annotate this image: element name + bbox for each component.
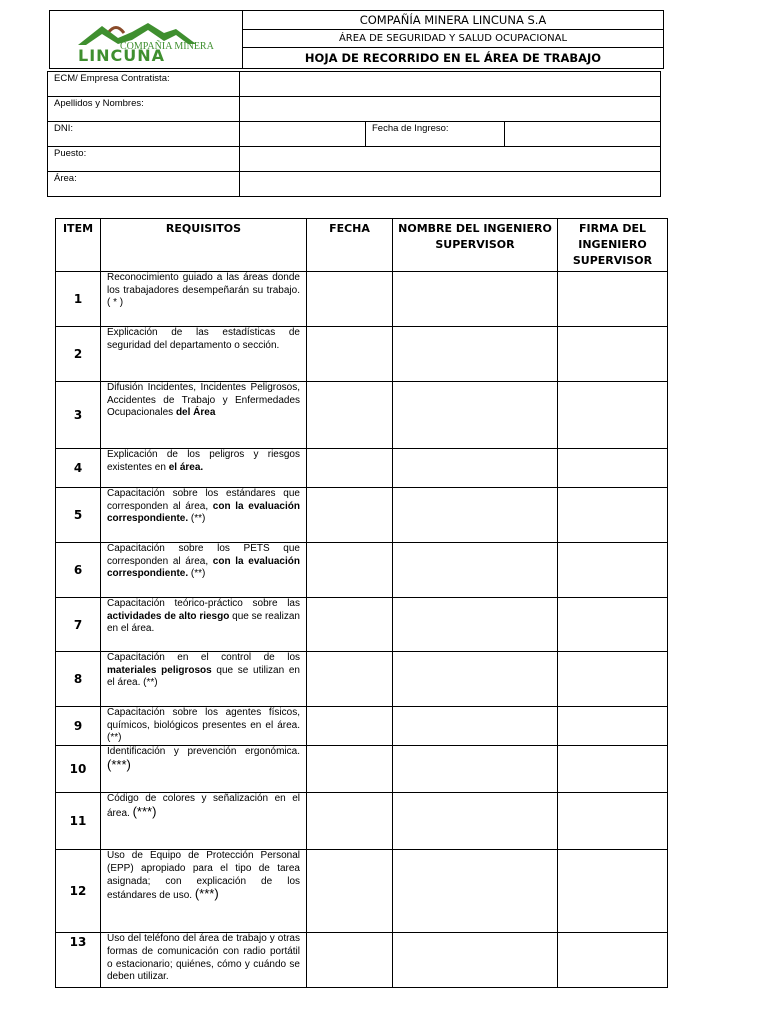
firma-cell[interactable] [558, 746, 668, 793]
item-number: 8 [56, 652, 101, 707]
item-number: 3 [56, 382, 101, 449]
requisito-cell [101, 793, 307, 850]
table-row [56, 449, 668, 488]
requisito-text: Capacitación en el control de los materiales peligrosos que se utilizan en el área. (**) [107, 652, 300, 689]
table-row [56, 933, 668, 988]
item-number: 12 [56, 850, 101, 933]
firma-cell[interactable] [558, 272, 668, 327]
requisito-text: Uso de Equipo de Protección Personal (EPP) apropiado para el tipo de tarea asignada; con explicación de los estándares de uso. (***) [107, 850, 300, 902]
fecha-ingreso-field[interactable] [505, 122, 661, 147]
firma-cell[interactable] [558, 933, 668, 988]
table-row [56, 746, 668, 793]
col-header-firma: FIRMA DEL INGENIERO SUPERVISOR [558, 219, 668, 272]
dni-label: DNI: [48, 122, 240, 147]
requisito-cell [101, 707, 307, 746]
fecha-cell[interactable] [307, 543, 393, 598]
company-name: COMPAÑÍA MINERA LINCUNA S.A [243, 11, 664, 30]
item-number: 1 [56, 272, 101, 327]
requisito-cell [101, 543, 307, 598]
table-row [56, 850, 668, 933]
item-number: 10 [56, 746, 101, 793]
fecha-cell[interactable] [307, 850, 393, 933]
table-row [56, 272, 668, 327]
requisito-cell [101, 449, 307, 488]
item-number: 2 [56, 327, 101, 382]
requisito-text: Capacitación sobre los PETS que corresponden al área, con la evaluación correspondiente. (**) [107, 543, 300, 580]
form-title: HOJA DE RECORRIDO EN EL ÁREA DE TRABAJO [243, 47, 664, 69]
table-row [56, 327, 668, 382]
item-number: 4 [56, 449, 101, 488]
dni-field[interactable] [240, 122, 366, 147]
firma-cell[interactable] [558, 488, 668, 543]
nombre-cell[interactable] [393, 707, 558, 746]
table-body [56, 272, 668, 988]
requisito-cell [101, 272, 307, 327]
col-header-fecha: FECHA [307, 219, 393, 272]
nombre-cell[interactable] [393, 382, 558, 449]
nombre-cell[interactable] [393, 327, 558, 382]
fecha-cell[interactable] [307, 598, 393, 652]
lincuna-logo [50, 11, 240, 63]
firma-cell[interactable] [558, 543, 668, 598]
fecha-ingreso-label: Fecha de Ingreso: [366, 122, 505, 147]
requisito-text: Capacitación sobre los agentes físicos, químicos, biológicos presentes en el área. (**) [107, 707, 300, 744]
fecha-cell[interactable] [307, 272, 393, 327]
department-name: ÁREA DE SEGURIDAD Y SALUD OCUPACIONAL [243, 30, 664, 47]
logo-cell [50, 11, 243, 69]
fecha-cell[interactable] [307, 449, 393, 488]
logo-name-text: LINCUNA [78, 46, 166, 63]
fecha-cell[interactable] [307, 327, 393, 382]
nombre-cell[interactable] [393, 598, 558, 652]
requirements-table [55, 218, 668, 988]
worker-info-table [47, 71, 661, 197]
requisito-cell [101, 746, 307, 793]
nombre-cell[interactable] [393, 543, 558, 598]
nombre-cell[interactable] [393, 652, 558, 707]
firma-cell[interactable] [558, 793, 668, 850]
requisito-text: Explicación de los peligros y riesgos existentes en el área. [107, 449, 300, 473]
table-row [56, 382, 668, 449]
table-row [56, 793, 668, 850]
requisito-cell [101, 652, 307, 707]
firma-cell[interactable] [558, 652, 668, 707]
requisito-text: Explicación de las estadísticas de seguridad del departamento o sección. [107, 327, 300, 351]
requisito-text: Código de colores y señalización en el área. (***) [107, 793, 300, 819]
requisito-cell [101, 933, 307, 988]
logo-top-text: COMPAÑIA MINERA [120, 41, 214, 52]
requisito-cell [101, 850, 307, 933]
fecha-cell[interactable] [307, 746, 393, 793]
requisito-text: Identificación y prevención ergonómica. (***) [107, 746, 300, 772]
table-row [56, 652, 668, 707]
nombres-field[interactable] [240, 97, 661, 122]
nombre-cell[interactable] [393, 793, 558, 850]
requisito-text: Uso del teléfono del área de trabajo y otras formas de comunicación con radio portátil o estacionario; quiénes, cómo y cuándo se deben utilizar. [107, 933, 300, 983]
requisito-cell [101, 488, 307, 543]
nombre-cell[interactable] [393, 850, 558, 933]
nombre-cell[interactable] [393, 746, 558, 793]
firma-cell[interactable] [558, 598, 668, 652]
puesto-field[interactable] [240, 147, 661, 172]
requisito-cell [101, 382, 307, 449]
item-number: 5 [56, 488, 101, 543]
table-row [56, 488, 668, 543]
area-label: Área: [48, 172, 240, 197]
ecm-label: ECM/ Empresa Contratista: [48, 72, 240, 97]
nombres-label: Apellidos y Nombres: [48, 97, 240, 122]
table-row [56, 598, 668, 652]
firma-cell[interactable] [558, 327, 668, 382]
table-row [56, 707, 668, 746]
fecha-cell[interactable] [307, 382, 393, 449]
fecha-cell[interactable] [307, 707, 393, 746]
nombre-cell[interactable] [393, 272, 558, 327]
puesto-label: Puesto: [48, 147, 240, 172]
item-number: 9 [56, 707, 101, 746]
header-row [56, 219, 668, 272]
nombre-cell[interactable] [393, 933, 558, 988]
col-header-nombre: NOMBRE DEL INGENIERO SUPERVISOR [393, 219, 558, 272]
ecm-field[interactable] [240, 72, 661, 97]
firma-cell[interactable] [558, 449, 668, 488]
fecha-cell[interactable] [307, 488, 393, 543]
fecha-cell[interactable] [307, 652, 393, 707]
firma-cell[interactable] [558, 850, 668, 933]
item-number: 7 [56, 598, 101, 652]
table-row [56, 543, 668, 598]
nombre-cell[interactable] [393, 488, 558, 543]
requisito-text: Reconocimiento guiado a las áreas donde los trabajadores desempeñarán su trabajo. ( * ) [107, 272, 300, 309]
requisito-cell [101, 327, 307, 382]
requisito-text: Capacitación teórico-práctico sobre las actividades de alto riesgo que se realizan en el área. [107, 598, 300, 635]
fecha-cell[interactable] [307, 933, 393, 988]
requisito-cell [101, 598, 307, 652]
requisito-text: Capacitación sobre los estándares que corresponden al área, con la evaluación correspondiente. (**) [107, 488, 300, 525]
nombre-cell[interactable] [393, 449, 558, 488]
requisito-text: Difusión Incidentes, Incidentes Peligrosos, Accidentes de Trabajo y Enfermedades Ocupacionales del Área [107, 382, 300, 419]
item-number: 11 [56, 793, 101, 850]
firma-cell[interactable] [558, 707, 668, 746]
sun-arc-icon [108, 28, 124, 34]
fecha-cell[interactable] [307, 793, 393, 850]
firma-cell[interactable] [558, 382, 668, 449]
col-header-requisitos: REQUISITOS [101, 219, 307, 272]
col-header-item: ITEM [56, 219, 101, 272]
area-field[interactable] [240, 172, 661, 197]
form-header [49, 10, 664, 69]
item-number: 6 [56, 543, 101, 598]
item-number: 13 [56, 933, 101, 988]
